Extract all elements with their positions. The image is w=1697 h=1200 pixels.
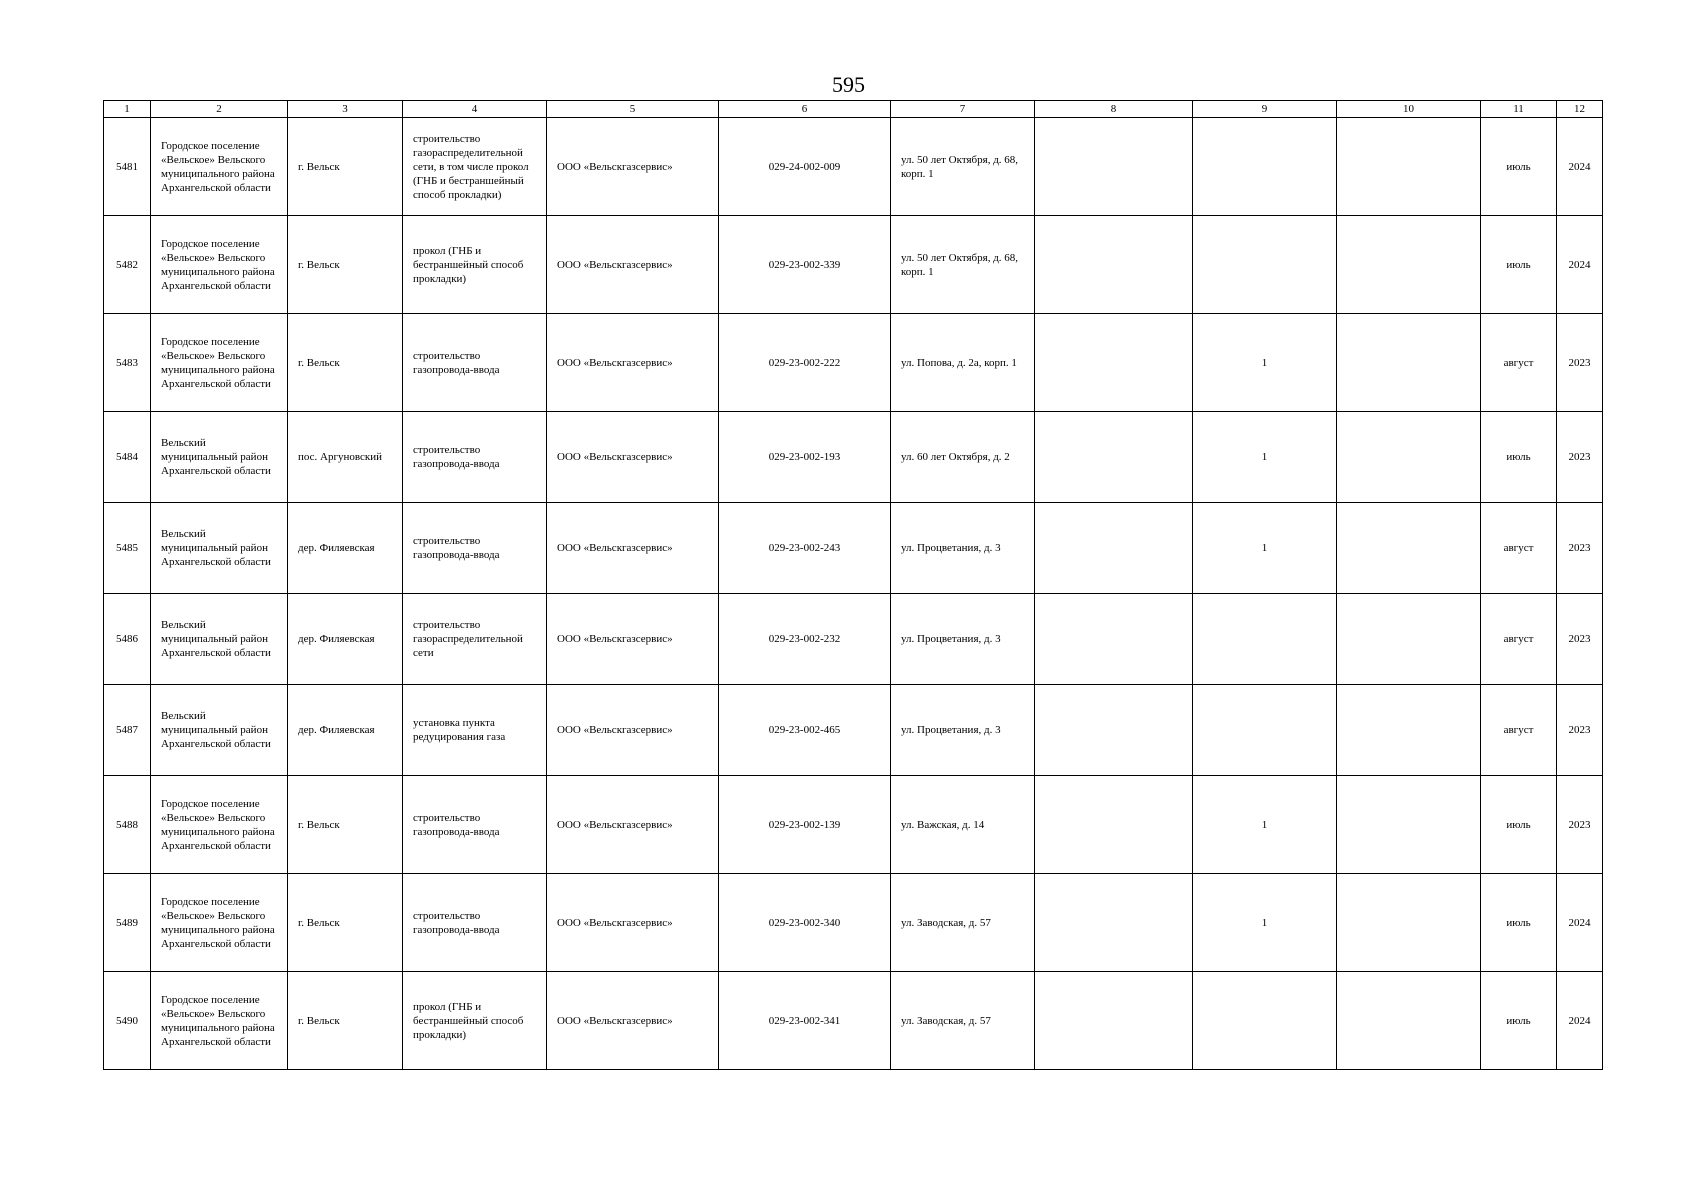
table-row xyxy=(104,776,1603,874)
table-row xyxy=(104,118,1603,216)
month-cell: июль xyxy=(1481,776,1557,874)
locality-cell: г. Вельск xyxy=(288,776,403,874)
column-header: 5 xyxy=(547,101,719,118)
column-number-row xyxy=(104,101,1603,118)
year-cell: 2024 xyxy=(1557,874,1603,972)
municipality-cell: Городское поселение «Вельское» Вельского муниципального района Архангельской области xyxy=(151,118,288,216)
address-cell: ул. Процветания, д. 3 xyxy=(891,594,1035,685)
row-number: 5487 xyxy=(104,685,151,776)
column-10-cell xyxy=(1337,216,1481,314)
address-cell: ул. 60 лет Октября, д. 2 xyxy=(891,412,1035,503)
column-header: 10 xyxy=(1337,101,1481,118)
column-10-cell xyxy=(1337,972,1481,1070)
address-cell: ул. Процветания, д. 3 xyxy=(891,503,1035,594)
year-cell: 2024 xyxy=(1557,118,1603,216)
column-8-cell xyxy=(1035,594,1193,685)
address-cell: ул. Заводская, д. 57 xyxy=(891,874,1035,972)
organization-cell: ООО «Вельскгазсервис» xyxy=(547,776,719,874)
table-row xyxy=(104,314,1603,412)
code-cell: 029-23-002-243 xyxy=(719,503,891,594)
row-number: 5485 xyxy=(104,503,151,594)
column-8-cell xyxy=(1035,118,1193,216)
register-table xyxy=(103,100,1603,1070)
column-header: 3 xyxy=(288,101,403,118)
month-cell: август xyxy=(1481,594,1557,685)
month-cell: июль xyxy=(1481,972,1557,1070)
locality-cell: г. Вельск xyxy=(288,314,403,412)
column-header: 12 xyxy=(1557,101,1603,118)
work-type-cell: прокол (ГНБ и бестраншейный способ прокладки) xyxy=(403,972,547,1070)
year-cell: 2023 xyxy=(1557,685,1603,776)
column-9-cell xyxy=(1193,972,1337,1070)
table-row xyxy=(104,874,1603,972)
address-cell: ул. Заводская, д. 57 xyxy=(891,972,1035,1070)
table-row xyxy=(104,412,1603,503)
locality-cell: г. Вельск xyxy=(288,972,403,1070)
row-number: 5489 xyxy=(104,874,151,972)
month-cell: август xyxy=(1481,685,1557,776)
work-type-cell: строительство газораспределительной сети, в том числе прокол (ГНБ и бестраншейный способ прокладки) xyxy=(403,118,547,216)
row-number: 5482 xyxy=(104,216,151,314)
column-9-cell xyxy=(1193,118,1337,216)
column-header: 8 xyxy=(1035,101,1193,118)
table-row xyxy=(104,594,1603,685)
column-9-cell: 1 xyxy=(1193,314,1337,412)
code-cell: 029-24-002-009 xyxy=(719,118,891,216)
work-type-cell: строительство газопровода-ввода xyxy=(403,314,547,412)
code-cell: 029-23-002-339 xyxy=(719,216,891,314)
locality-cell: пос. Аргуновский xyxy=(288,412,403,503)
year-cell: 2023 xyxy=(1557,503,1603,594)
column-header: 7 xyxy=(891,101,1035,118)
row-number: 5490 xyxy=(104,972,151,1070)
code-cell: 029-23-002-465 xyxy=(719,685,891,776)
work-type-cell: строительство газопровода-ввода xyxy=(403,874,547,972)
municipality-cell: Городское поселение «Вельское» Вельского муниципального района Архангельской области xyxy=(151,216,288,314)
column-10-cell xyxy=(1337,314,1481,412)
table-row xyxy=(104,216,1603,314)
locality-cell: дер. Филяевская xyxy=(288,503,403,594)
code-cell: 029-23-002-139 xyxy=(719,776,891,874)
month-cell: июль xyxy=(1481,216,1557,314)
work-type-cell: строительство газораспределительной сети xyxy=(403,594,547,685)
code-cell: 029-23-002-193 xyxy=(719,412,891,503)
column-10-cell xyxy=(1337,118,1481,216)
table-row xyxy=(104,503,1603,594)
address-cell: ул. Попова, д. 2а, корп. 1 xyxy=(891,314,1035,412)
column-8-cell xyxy=(1035,685,1193,776)
column-10-cell xyxy=(1337,874,1481,972)
year-cell: 2024 xyxy=(1557,216,1603,314)
code-cell: 029-23-002-222 xyxy=(719,314,891,412)
address-cell: ул. Важская, д. 14 xyxy=(891,776,1035,874)
work-type-cell: строительство газопровода-ввода xyxy=(403,412,547,503)
locality-cell: г. Вельск xyxy=(288,874,403,972)
address-cell: ул. 50 лет Октября, д. 68, корп. 1 xyxy=(891,118,1035,216)
month-cell: июль xyxy=(1481,118,1557,216)
row-number: 5486 xyxy=(104,594,151,685)
column-8-cell xyxy=(1035,216,1193,314)
column-9-cell: 1 xyxy=(1193,776,1337,874)
municipality-cell: Вельский муниципальный район Архангельской области xyxy=(151,594,288,685)
column-9-cell xyxy=(1193,594,1337,685)
locality-cell: дер. Филяевская xyxy=(288,594,403,685)
code-cell: 029-23-002-341 xyxy=(719,972,891,1070)
column-10-cell xyxy=(1337,503,1481,594)
column-9-cell: 1 xyxy=(1193,412,1337,503)
column-9-cell xyxy=(1193,216,1337,314)
municipality-cell: Городское поселение «Вельское» Вельского муниципального района Архангельской области xyxy=(151,972,288,1070)
column-10-cell xyxy=(1337,594,1481,685)
organization-cell: ООО «Вельскгазсервис» xyxy=(547,874,719,972)
work-type-cell: прокол (ГНБ и бестраншейный способ прокладки) xyxy=(403,216,547,314)
column-8-cell xyxy=(1035,412,1193,503)
year-cell: 2024 xyxy=(1557,972,1603,1070)
month-cell: июль xyxy=(1481,874,1557,972)
organization-cell: ООО «Вельскгазсервис» xyxy=(547,685,719,776)
work-type-cell: строительство газопровода-ввода xyxy=(403,776,547,874)
row-number: 5484 xyxy=(104,412,151,503)
row-number: 5483 xyxy=(104,314,151,412)
address-cell: ул. 50 лет Октября, д. 68, корп. 1 xyxy=(891,216,1035,314)
column-9-cell: 1 xyxy=(1193,874,1337,972)
year-cell: 2023 xyxy=(1557,594,1603,685)
column-8-cell xyxy=(1035,776,1193,874)
work-type-cell: установка пункта редуцирования газа xyxy=(403,685,547,776)
month-cell: август xyxy=(1481,503,1557,594)
table-body xyxy=(104,118,1603,1070)
year-cell: 2023 xyxy=(1557,776,1603,874)
municipality-cell: Городское поселение «Вельское» Вельского муниципального района Архангельской области xyxy=(151,776,288,874)
organization-cell: ООО «Вельскгазсервис» xyxy=(547,972,719,1070)
column-header: 6 xyxy=(719,101,891,118)
column-10-cell xyxy=(1337,776,1481,874)
column-8-cell xyxy=(1035,972,1193,1070)
work-type-cell: строительство газопровода-ввода xyxy=(403,503,547,594)
column-10-cell xyxy=(1337,412,1481,503)
year-cell: 2023 xyxy=(1557,412,1603,503)
organization-cell: ООО «Вельскгазсервис» xyxy=(547,412,719,503)
column-9-cell xyxy=(1193,685,1337,776)
column-header: 2 xyxy=(151,101,288,118)
month-cell: июль xyxy=(1481,412,1557,503)
organization-cell: ООО «Вельскгазсервис» xyxy=(547,216,719,314)
table-row xyxy=(104,972,1603,1070)
municipality-cell: Городское поселение «Вельское» Вельского муниципального района Архангельской области xyxy=(151,874,288,972)
table-row xyxy=(104,685,1603,776)
column-header: 4 xyxy=(403,101,547,118)
locality-cell: г. Вельск xyxy=(288,216,403,314)
organization-cell: ООО «Вельскгазсервис» xyxy=(547,503,719,594)
column-header: 1 xyxy=(104,101,151,118)
row-number: 5488 xyxy=(104,776,151,874)
locality-cell: дер. Филяевская xyxy=(288,685,403,776)
column-8-cell xyxy=(1035,874,1193,972)
municipality-cell: Вельский муниципальный район Архангельской области xyxy=(151,412,288,503)
column-10-cell xyxy=(1337,685,1481,776)
municipality-cell: Вельский муниципальный район Архангельской области xyxy=(151,685,288,776)
code-cell: 029-23-002-232 xyxy=(719,594,891,685)
column-8-cell xyxy=(1035,314,1193,412)
code-cell: 029-23-002-340 xyxy=(719,874,891,972)
organization-cell: ООО «Вельскгазсервис» xyxy=(547,594,719,685)
organization-cell: ООО «Вельскгазсервис» xyxy=(547,118,719,216)
page-number: 595 xyxy=(832,72,865,97)
column-header: 11 xyxy=(1481,101,1557,118)
municipality-cell: Вельский муниципальный район Архангельской области xyxy=(151,503,288,594)
organization-cell: ООО «Вельскгазсервис» xyxy=(547,314,719,412)
year-cell: 2023 xyxy=(1557,314,1603,412)
column-header: 9 xyxy=(1193,101,1337,118)
address-cell: ул. Процветания, д. 3 xyxy=(891,685,1035,776)
locality-cell: г. Вельск xyxy=(288,118,403,216)
column-8-cell xyxy=(1035,503,1193,594)
municipality-cell: Городское поселение «Вельское» Вельского муниципального района Архангельской области xyxy=(151,314,288,412)
month-cell: август xyxy=(1481,314,1557,412)
column-9-cell: 1 xyxy=(1193,503,1337,594)
row-number: 5481 xyxy=(104,118,151,216)
